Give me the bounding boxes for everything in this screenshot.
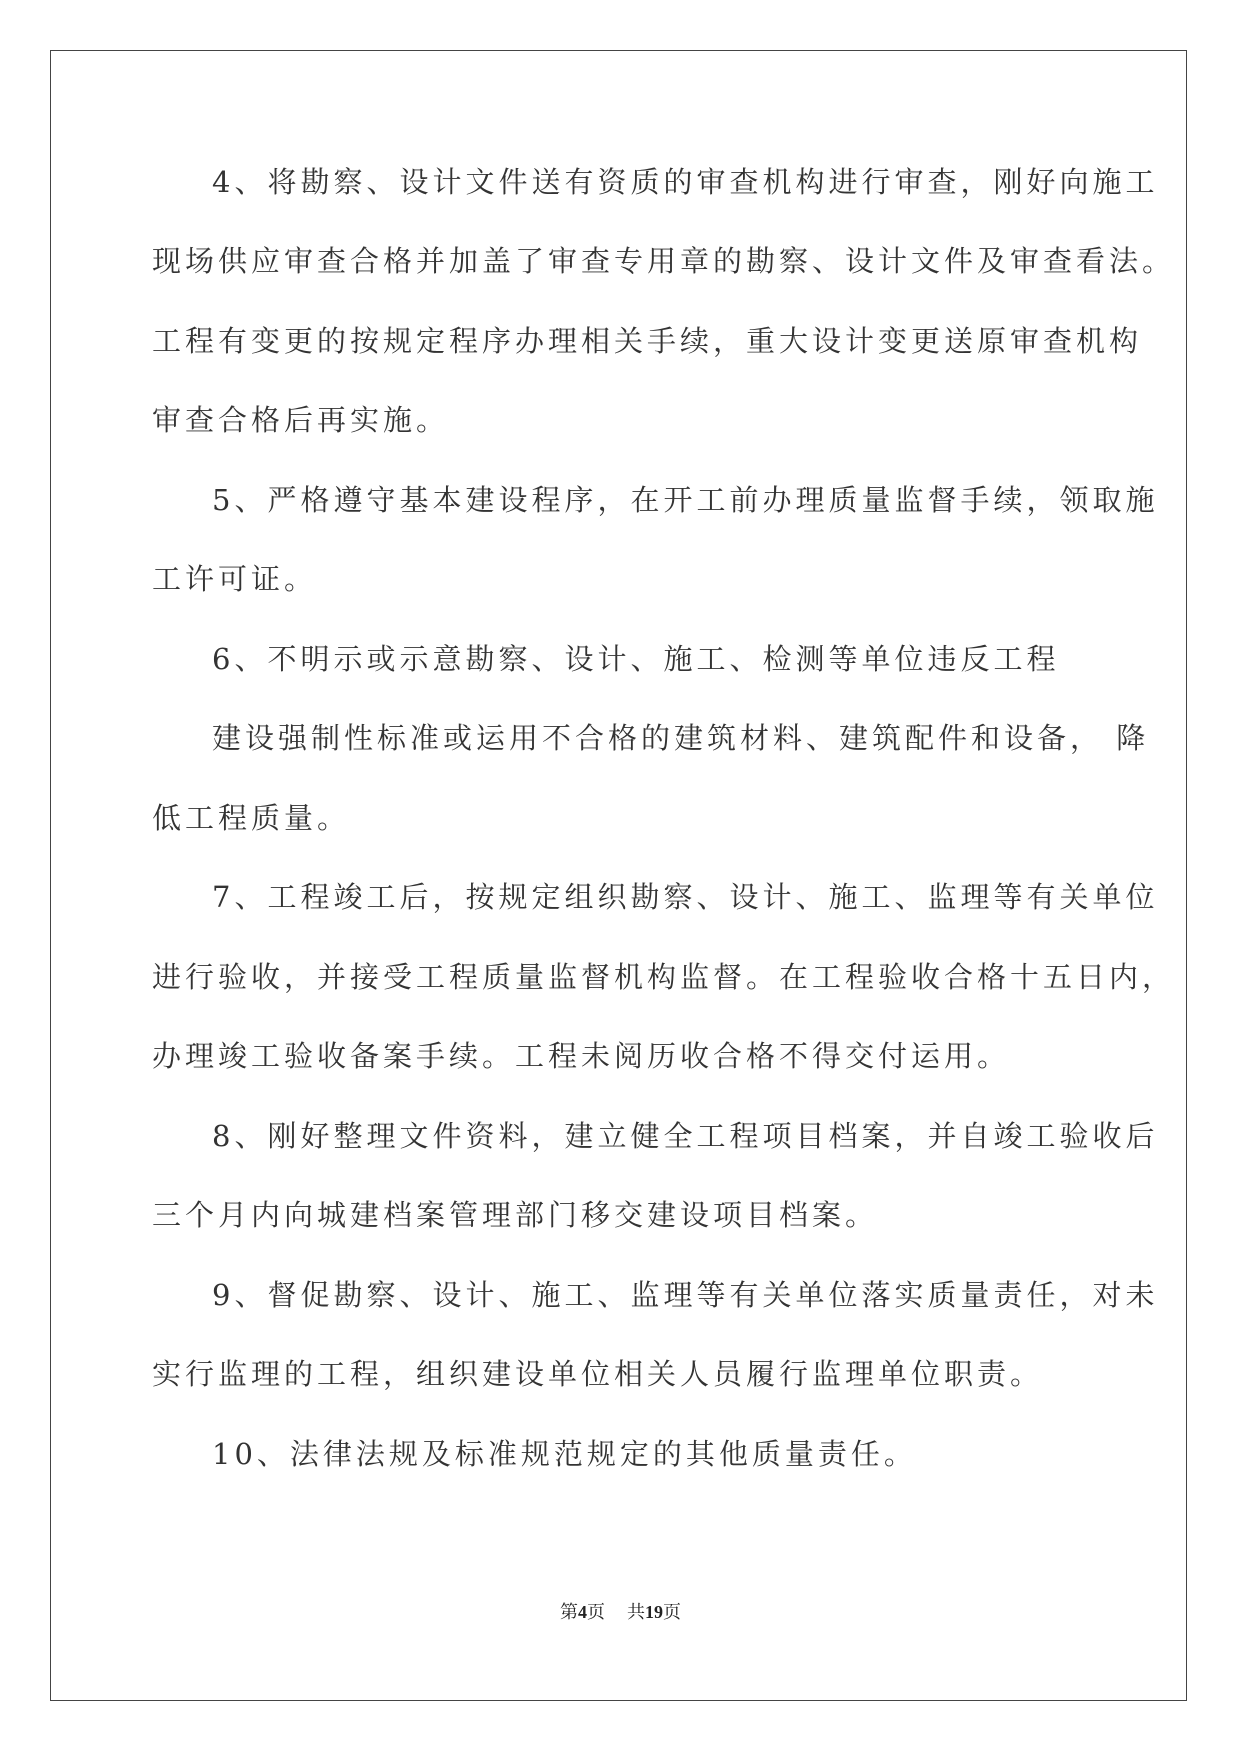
- paragraph-6-line-3: 低工程质量。: [152, 801, 351, 835]
- paragraph-4-line-2: 现场供应审查合格并加盖了审查专用章的勘察、设计文件及审查看法。: [152, 244, 1176, 278]
- paragraph-4-line-4: 审查合格后再实施。: [152, 403, 450, 437]
- paragraph-5-line-2: 工许可证。: [152, 562, 318, 596]
- paragraph-7-line-2: 进行验收，并接受工程质量监督机构监督。在工程验收合格十五日内，: [152, 960, 1176, 994]
- paragraph-8-line-2: 三个月内向城建档案管理部门移交建设项目档案。: [152, 1198, 879, 1232]
- paragraph-6-line-1: 6、不明示或示意勘察、设计、施工、检测等单位违反工程: [212, 642, 1060, 676]
- total-pages: 19: [645, 1602, 663, 1622]
- paragraph-9-line-2: 实行监理的工程，组织建设单位相关人员履行监理单位职责。: [152, 1357, 1044, 1391]
- paragraph-4-line-3: 工程有变更的按规定程序办理相关手续，重大设计变更送原审查机构: [152, 324, 1143, 358]
- page-prefix: 第: [560, 1602, 578, 1622]
- paragraph-6-line-2: 建设强制性标准或运用不合格的建筑材料、建筑配件和设备， 降: [212, 721, 1150, 755]
- paragraph-7-line-1: 7、工程竣工后，按规定组织勘察、设计、施工、监理等有关单位: [212, 880, 1159, 914]
- page-suffix: 页: [587, 1602, 605, 1622]
- page-footer: [0, 1598, 1241, 1624]
- paragraph-10-line-1: 10、法律法规及标准规范规定的其他质量责任。: [212, 1437, 917, 1471]
- total-prefix: 共: [627, 1602, 645, 1622]
- paragraph-9-line-1: 9、督促勘察、设计、施工、监理等有关单位落实质量责任，对未: [212, 1278, 1159, 1312]
- total-suffix: 页: [663, 1602, 681, 1622]
- paragraph-8-line-1: 8、刚好整理文件资料，建立健全工程项目档案，并自竣工验收后: [212, 1119, 1159, 1153]
- paragraph-5-line-1: 5、严格遵守基本建设程序，在开工前办理质量监督手续，领取施: [212, 483, 1159, 517]
- page-number: 4: [578, 1602, 587, 1622]
- paragraph-4-line-1: 4、将勘察、设计文件送有资质的审查机构进行审查，刚好向施工: [212, 165, 1159, 199]
- paragraph-7-line-3: 办理竣工验收备案手续。工程未阅历收合格不得交付运用。: [152, 1039, 1011, 1073]
